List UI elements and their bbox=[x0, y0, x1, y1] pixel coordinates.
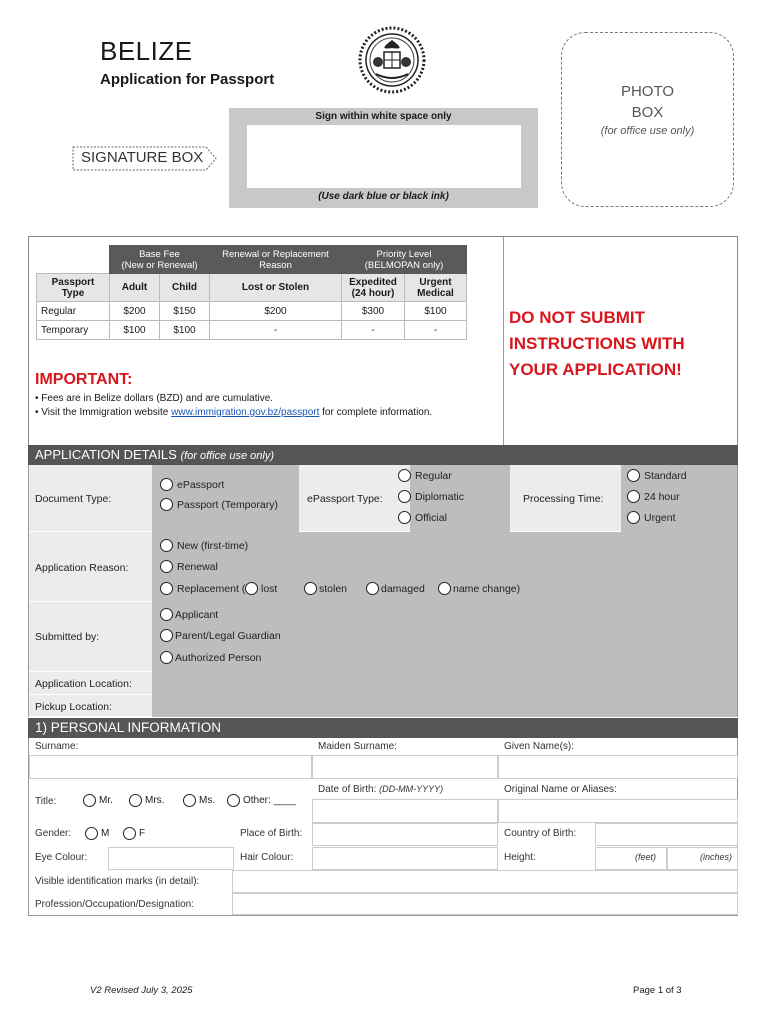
radio-24-hour[interactable] bbox=[627, 490, 640, 503]
signature-box-label: SIGNATURE BOX bbox=[72, 146, 217, 171]
application-details-header: APPLICATION DETAILS (for office use only) bbox=[28, 445, 738, 465]
document-type-label: Document Type: bbox=[35, 493, 112, 505]
form-title: Application for Passport bbox=[100, 71, 275, 88]
coat-of-arms-seal bbox=[358, 26, 426, 94]
photo-label: PHOTO bbox=[620, 83, 675, 100]
radio-mrs[interactable] bbox=[129, 794, 142, 807]
submitted-by-label: Submitted by: bbox=[35, 631, 100, 643]
epassport-type-label: ePassport Type: bbox=[307, 493, 383, 505]
radio-parent-guardian[interactable] bbox=[160, 629, 173, 642]
col-urgent: Urgent Medical bbox=[405, 274, 467, 302]
signature-area bbox=[229, 108, 538, 208]
maiden-surname-field[interactable] bbox=[312, 755, 498, 779]
table-row: Regular $200 $150 $200 $300 $100 bbox=[37, 302, 467, 321]
country-title: BELIZE bbox=[100, 36, 193, 66]
radio-diplomatic[interactable] bbox=[398, 490, 411, 503]
radio-official[interactable] bbox=[398, 511, 411, 524]
identification-marks-field[interactable] bbox=[232, 870, 738, 893]
radio-passport-temporary[interactable] bbox=[160, 498, 173, 511]
col-lost: Lost or Stolen bbox=[210, 274, 342, 302]
personal-info-header: 1) PERSONAL INFORMATION bbox=[28, 718, 738, 738]
radio-epassport[interactable] bbox=[160, 478, 173, 491]
profession-field[interactable] bbox=[232, 893, 738, 915]
sign-instruction: Sign within white space only bbox=[315, 111, 452, 122]
radio-other[interactable] bbox=[227, 794, 240, 807]
col-expedited: Expedited (24 hour) bbox=[342, 274, 405, 302]
place-of-birth-field[interactable] bbox=[312, 823, 498, 846]
col-child: Child bbox=[160, 274, 210, 302]
ink-note: (Use dark blue or black ink) bbox=[318, 191, 449, 202]
col-adult: Adult bbox=[110, 274, 160, 302]
photo-box bbox=[561, 32, 734, 207]
radio-lost[interactable] bbox=[245, 582, 258, 595]
col-passport-type: Passport Type bbox=[37, 274, 110, 302]
photo-label-2: BOX bbox=[631, 104, 664, 121]
warning-text: DO NOT SUBMIT INSTRUCTIONS WITH YOUR APPLICATION! bbox=[509, 308, 685, 379]
country-of-birth-field[interactable] bbox=[595, 823, 738, 846]
signature-field[interactable] bbox=[247, 125, 521, 188]
radio-new[interactable] bbox=[160, 539, 173, 552]
height-feet-field[interactable] bbox=[595, 847, 667, 870]
radio-applicant[interactable] bbox=[160, 608, 173, 621]
important-heading: IMPORTANT: bbox=[35, 371, 133, 388]
radio-ms[interactable] bbox=[183, 794, 196, 807]
processing-time-label: Processing Time: bbox=[523, 493, 604, 505]
fee-table: Base Fee (New or Renewal) Renewal or Replacement Reason Priority Level (BELMOPAN only) Passport Type Adult Child Lost or Stolen Expedited (24 hour) Urgent Medical Regular $200 $150 $200 $300 $100 Temporary $100 $100 - - - bbox=[36, 245, 467, 340]
radio-regular[interactable] bbox=[398, 469, 411, 482]
application-location-label: Application Location: bbox=[35, 678, 132, 690]
radio-stolen[interactable] bbox=[304, 582, 317, 595]
application-details: Document Type: ePassport Passport (Temporary) ePassport Type: Regular Diplomatic Official Processing Time: Standard 24 hour Urgent Application Reason: New (first-time) Renewal Replacement ( lost stolen damaged name change) Submitted by: Applicant Parent/Legal Guardian Authorized Person Application Location: Pickup Location: bbox=[28, 465, 738, 717]
personal-information: Surname: Maiden Surname: Given Name(s): Title: Mr. Mrs. Ms. Other: ____ Date of Birth: (DD-MM-YYYY) Original Name or Aliases: Gender: M F Place of Birth: Country of Birth: Eye Colour: Hair Colour: Height: (feet) (inches) Visible identification marks (in detail): Profession/Occupation/Designation: bbox=[28, 738, 738, 916]
page-number: Page 1 of 3 bbox=[633, 985, 682, 996]
eye-colour-field[interactable] bbox=[108, 847, 234, 870]
surname-field[interactable] bbox=[29, 755, 312, 779]
hair-colour-field[interactable] bbox=[312, 847, 498, 870]
radio-authorized-person[interactable] bbox=[160, 651, 173, 664]
fee-panel bbox=[28, 236, 738, 446]
table-row: Temporary $100 $100 - - - bbox=[37, 321, 467, 340]
website-note: • Visit the Immigration website www.immigration.gov.bz/passport for complete information. bbox=[35, 407, 433, 418]
immigration-link[interactable]: www.immigration.gov.bz/passport bbox=[171, 407, 320, 418]
radio-name-change[interactable] bbox=[438, 582, 451, 595]
given-names-field[interactable] bbox=[498, 755, 738, 779]
photo-note: (for office use only) bbox=[600, 125, 695, 137]
radio-mr[interactable] bbox=[83, 794, 96, 807]
revision-note: V2 Revised July 3, 2025 bbox=[90, 985, 193, 996]
pickup-location-label: Pickup Location: bbox=[35, 701, 113, 713]
radio-renewal[interactable] bbox=[160, 560, 173, 573]
aliases-field[interactable] bbox=[498, 799, 738, 823]
application-reason-label: Application Reason: bbox=[35, 562, 129, 574]
radio-female[interactable] bbox=[123, 827, 136, 840]
radio-replacement[interactable] bbox=[160, 582, 173, 595]
radio-urgent[interactable] bbox=[627, 511, 640, 524]
date-of-birth-field[interactable] bbox=[312, 799, 498, 823]
radio-male[interactable] bbox=[85, 827, 98, 840]
radio-standard[interactable] bbox=[627, 469, 640, 482]
fee-note: • Fees are in Belize dollars (BZD) and are cumulative. bbox=[35, 393, 274, 404]
radio-damaged[interactable] bbox=[366, 582, 379, 595]
